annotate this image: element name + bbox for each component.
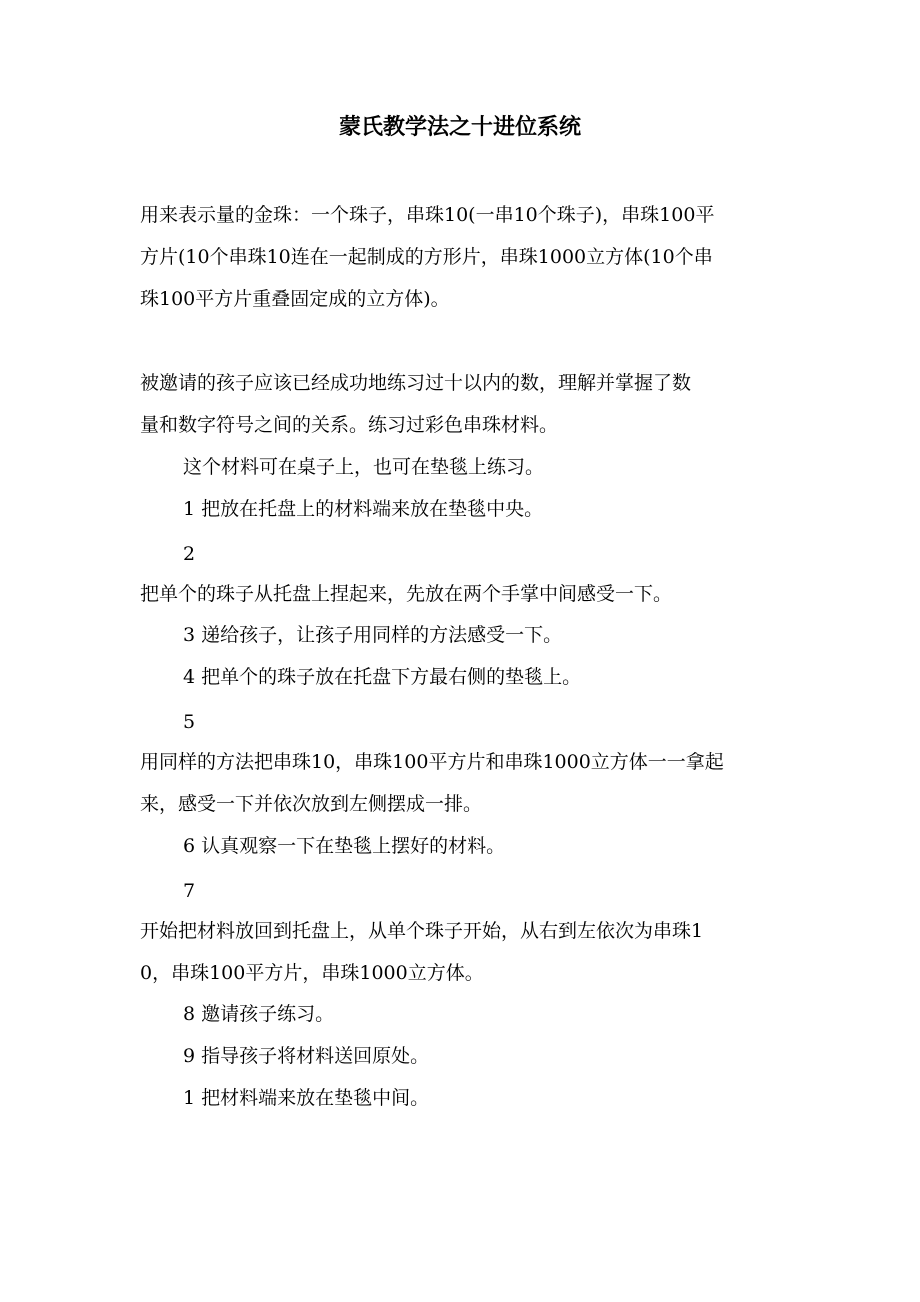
intro-line-1: 用来表示量的金珠：一个珠子，串珠10(一串10个珠子)，串珠100平 (140, 204, 715, 226)
step-9: 9 指导孩子将材料送回原处。 (183, 1045, 430, 1067)
intro-line-3: 珠100平方片重叠固定成的立方体)。 (140, 288, 450, 310)
step-2-number: 2 (183, 543, 196, 565)
note-line: 这个材料可在桌子上，也可在垫毯上练习。 (183, 456, 545, 478)
step-8: 8 邀请孩子练习。 (183, 1003, 335, 1025)
step-7-text-line-1: 开始把材料放回到托盘上，从单个珠子开始，从右到左依次为串珠1 (140, 920, 704, 942)
prerequisite-line-2: 量和数字符号之间的关系。练习过彩色串珠材料。 (140, 414, 559, 436)
intro-line-2: 方片(10个串珠10连在一起制成的方形片，串珠1000立方体(10个串 (140, 246, 713, 268)
step-1: 1 把放在托盘上的材料端来放在垫毯中央。 (183, 498, 544, 520)
step-5-text-line-2: 来，感受一下并依次放到左侧摆成一排。 (140, 793, 483, 815)
step-6: 6 认真观察一下在垫毯上摆好的材料。 (183, 835, 506, 857)
step-7-number: 7 (183, 880, 196, 902)
prerequisite-line-1: 被邀请的孩子应该已经成功地练习过十以内的数，理解并掌握了数 (140, 372, 692, 394)
step-5-text-line-1: 用同样的方法把串珠10，串珠100平方片和串珠1000立方体一一拿起 (140, 751, 724, 773)
step-4: 4 把单个的珠子放在托盘下方最右侧的垫毯上。 (183, 666, 582, 688)
document-title: 蒙氏教学法之十进位系统 (338, 114, 581, 140)
step-2-text: 把单个的珠子从托盘上捏起来，先放在两个手掌中间感受一下。 (140, 583, 673, 605)
step-5-number: 5 (183, 711, 196, 733)
step-3: 3 递给孩子，让孩子用同样的方法感受一下。 (183, 624, 563, 646)
step-10: 1 把材料端来放在垫毯中间。 (183, 1087, 430, 1109)
step-7-text-line-2: 0，串珠100平方片，串珠1000立方体。 (140, 962, 484, 984)
